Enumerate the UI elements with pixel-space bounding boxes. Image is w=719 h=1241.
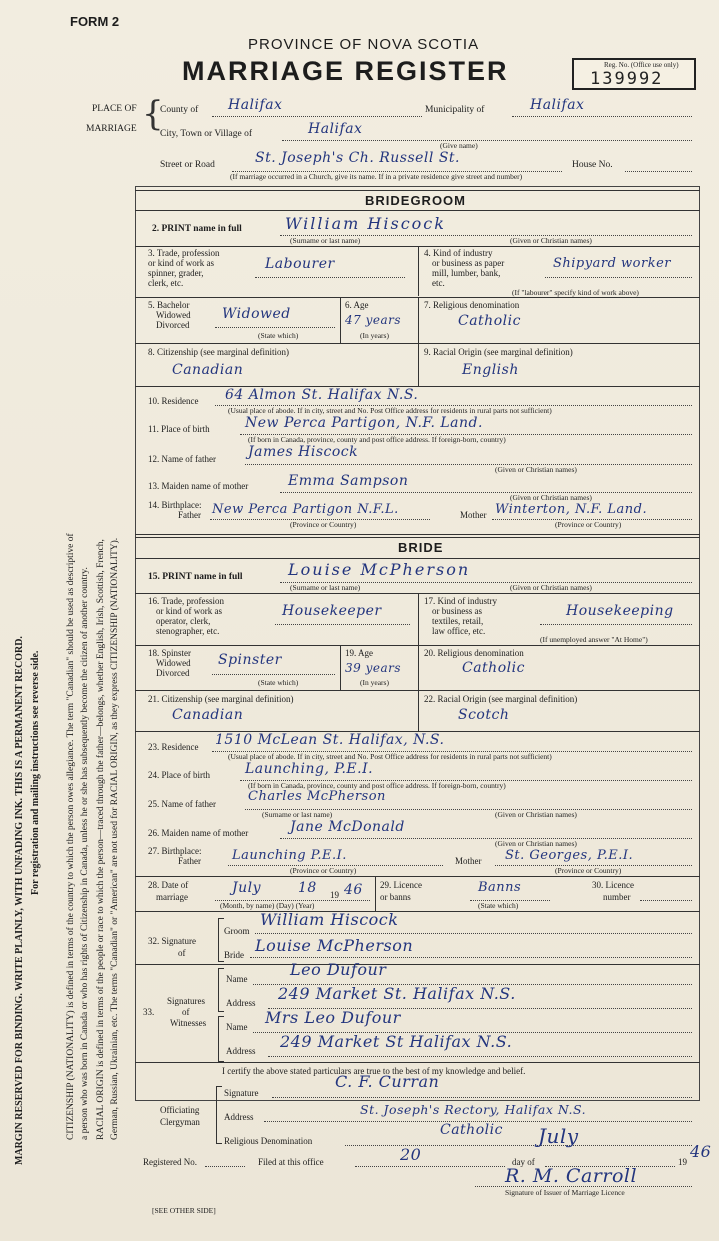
f3-label-1: 3. Trade, profession bbox=[148, 248, 220, 258]
bride-mother-birth: St. Georges, P.E.I. bbox=[505, 848, 634, 863]
groom-status: Widowed bbox=[222, 306, 291, 322]
f27-label-2: Father bbox=[178, 856, 201, 866]
register-title: MARRIAGE REGISTER bbox=[182, 56, 509, 86]
bride-father: Charles McPherson bbox=[248, 789, 386, 804]
house-no-label: House No. bbox=[572, 160, 613, 170]
groom-racial: English bbox=[462, 362, 519, 378]
groom-mother-label: Mother bbox=[460, 510, 487, 520]
f33-label-1: Signatures bbox=[167, 996, 205, 1006]
groom-prov-country-2: (Province or Country) bbox=[555, 520, 622, 529]
f17-label-3: textiles, retail, bbox=[432, 616, 484, 626]
sidebar-racial-def-1: RACIAL ORIGIN is defined in terms of the people or race to which the person—traced through the father—belongs, whether English, Irish, Scottish, French, bbox=[96, 539, 106, 1140]
bride-citizenship: Canadian bbox=[172, 707, 244, 723]
f23-label: 23. Residence bbox=[148, 742, 199, 752]
f6-label: 6. Age bbox=[345, 300, 369, 310]
f12-label: 12. Name of father bbox=[148, 454, 216, 464]
f5-label-2: Widowed bbox=[156, 310, 191, 320]
bride-state-which: (State which) bbox=[258, 678, 299, 687]
bride-racial: Scotch bbox=[458, 707, 510, 723]
f5-label-3: Divorced bbox=[156, 320, 190, 330]
see-other-side: [SEE OTHER SIDE] bbox=[152, 1206, 216, 1215]
reg-number-box bbox=[572, 58, 696, 90]
clergy-signature: C. F. Curran bbox=[335, 1072, 440, 1091]
give-name-hint: (Give name) bbox=[440, 141, 478, 150]
w2-address-label: Address bbox=[226, 1046, 256, 1056]
groom-residence-hint: (Usual place of abode. If in city, street and No. Post Office address for residents in rural parts not sufficient) bbox=[228, 406, 552, 415]
f16-label-1: 16. Trade, profession bbox=[148, 596, 224, 606]
sidebar-racial-def-2: German, Russian, Ukrainian, etc. The terms "Canadian" or "American" are not used for RACIAL ORIGIN, as they express CITIZENSHIP (NATIONALITY). bbox=[110, 537, 120, 1140]
marriage-year: 46 bbox=[344, 882, 363, 898]
f17-label-1: 17. Kind of industry bbox=[424, 596, 497, 606]
f16-label-3: operator, clerk, bbox=[156, 616, 211, 626]
clergy-address: St. Joseph's Rectory, Halifax N.S. bbox=[360, 1102, 587, 1117]
f13-label: 13. Maiden name of mother bbox=[148, 481, 249, 491]
f27-label-1: 27. Birthplace: bbox=[148, 846, 202, 856]
f3-label-2: or kind of work as bbox=[148, 258, 214, 268]
bride-birthplace: Launching, P.E.I. bbox=[245, 761, 374, 777]
f17-label-4: law office, etc. bbox=[432, 626, 486, 636]
bride-residence-hint: (Usual place of abode. If in city, street and No. Post Office address for residents in rural parts not sufficient) bbox=[228, 752, 552, 761]
marriage-year-prefix: 19 bbox=[330, 890, 339, 900]
groom-father-hint: (Given or Christian names) bbox=[495, 465, 577, 474]
groom-in-years: (In years) bbox=[360, 331, 389, 340]
sidebar-citizenship-def-2: a person who was born in Canada or who has rights of Citizenship in Canada, unless he or she has subsequently become the citizen of another country. bbox=[80, 567, 90, 1140]
bride-age: 39 years bbox=[345, 661, 402, 675]
f21-label: 21. Citizenship (see marginal definition) bbox=[148, 694, 294, 704]
w1-name-label: Name bbox=[226, 974, 248, 984]
bride-prov-country-1: (Province or Country) bbox=[290, 866, 357, 875]
filed-year: 46 bbox=[690, 1142, 712, 1161]
groom-father: James Hiscock bbox=[248, 444, 359, 460]
f15-label: 15. PRINT name in full bbox=[148, 572, 243, 582]
f9-label: 9. Racial Origin (see marginal definition) bbox=[424, 347, 573, 357]
bride-religion: Catholic bbox=[462, 660, 525, 676]
f16-label-4: stenographer, etc. bbox=[156, 626, 220, 636]
labourer-hint: (If "labourer" specify kind of work above) bbox=[512, 288, 639, 297]
f3-label-4: clerk, etc. bbox=[148, 278, 184, 288]
w1-name: Leo Dufour bbox=[290, 960, 387, 979]
place-of-label: PLACE OF bbox=[92, 104, 137, 114]
officiating-label-1: Officiating bbox=[160, 1105, 200, 1115]
bride-residence: 1510 McLean St. Halifax, N.S. bbox=[215, 732, 445, 748]
filed-month: July bbox=[538, 1124, 579, 1148]
clergy-address-label: Address bbox=[224, 1112, 254, 1122]
f17-label-2: or business as bbox=[432, 606, 482, 616]
f22-label: 22. Racial Origin (see marginal definition) bbox=[424, 694, 578, 704]
groom-trade: Labourer bbox=[265, 256, 335, 272]
f30-label-1: 30. Licence bbox=[592, 880, 634, 890]
w1-address: 249 Market St. Halifax N.S. bbox=[278, 984, 516, 1003]
street-hint: (If marriage occurred in a Church, give its name. If in a private residence give street and number) bbox=[230, 172, 523, 181]
groom-citizenship: Canadian bbox=[172, 362, 244, 378]
f24-label: 24. Place of birth bbox=[148, 770, 210, 780]
sidebar-mailing-note: For registration and mailing instructions see reverse side. bbox=[30, 650, 41, 895]
bride-father-birth: Launching P.E.I. bbox=[232, 848, 347, 863]
bride-mother-hint: (Given or Christian names) bbox=[495, 839, 577, 848]
groom-age: 47 years bbox=[345, 313, 402, 327]
f3-label-3: spinner, grader, bbox=[148, 268, 204, 278]
county-label: County of bbox=[160, 105, 199, 115]
bride-name: Louise McPherson bbox=[288, 560, 471, 579]
bride-prov-country-2: (Province or Country) bbox=[555, 866, 622, 875]
f29-label-1: 29. Licence bbox=[380, 880, 422, 890]
groom-birth-hint: (If born in Canada, province, county and post office address. If foreign-born, country) bbox=[248, 435, 506, 444]
groom-signature: William Hiscock bbox=[260, 910, 399, 929]
f28-label-2: marriage bbox=[156, 892, 188, 902]
marriage-day: 18 bbox=[298, 880, 317, 896]
bride-heading: BRIDE bbox=[398, 540, 444, 555]
sidebar-citizenship-def-1: CITIZENSHIP (NATIONALITY) is defined in terms of the country to which the person owes allegiance. The term "Canadian" should be used as descriptive of bbox=[66, 533, 76, 1140]
f32-label-2: of bbox=[178, 948, 186, 958]
form-number: FORM 2 bbox=[70, 14, 120, 29]
bride-status: Spinster bbox=[218, 652, 282, 668]
city-label: City, Town or Village of bbox=[160, 129, 252, 139]
w2-name-label: Name bbox=[226, 1022, 248, 1032]
groom-given-hint: (Given or Christian names) bbox=[510, 236, 592, 245]
f26-label: 26. Maiden name of mother bbox=[148, 828, 249, 838]
f18-label-3: Divorced bbox=[156, 668, 190, 678]
groom-name: William Hiscock bbox=[285, 214, 446, 233]
city-value: Halifax bbox=[308, 121, 363, 137]
groom-state-which: (State which) bbox=[258, 331, 299, 340]
f33-label-3: Witnesses bbox=[170, 1018, 207, 1028]
groom-prov-country-1: (Province or Country) bbox=[290, 520, 357, 529]
bride-given-hint: (Given or Christian names) bbox=[510, 583, 592, 592]
w2-name: Mrs Leo Dufour bbox=[265, 1008, 401, 1027]
bride-mother-label: Mother bbox=[455, 856, 482, 866]
filed-label: Filed at this office bbox=[258, 1157, 324, 1167]
f18-label-1: 18. Spinster bbox=[148, 648, 192, 658]
day-of-label: day of bbox=[512, 1157, 535, 1167]
f25-label: 25. Name of father bbox=[148, 799, 216, 809]
f16-label-2: or kind of work as bbox=[156, 606, 222, 616]
groom-religion: Catholic bbox=[458, 313, 521, 329]
street-value: St. Joseph's Ch. Russell St. bbox=[255, 150, 461, 166]
f14-label-1: 14. Birthplace: bbox=[148, 500, 202, 510]
groom-mother-birth: Winterton, N.F. Land. bbox=[495, 502, 648, 517]
f4-label-2: or business as paper bbox=[432, 258, 505, 268]
officiating-label-2: Clergyman bbox=[160, 1117, 200, 1127]
f33-label-2: of bbox=[182, 1007, 190, 1017]
filed-year-prefix: 19 bbox=[678, 1157, 687, 1167]
bride-surname-hint: (Surname or last name) bbox=[290, 583, 361, 592]
municipality-label: Municipality of bbox=[425, 105, 485, 115]
w2-address: 249 Market St Halifax N.S. bbox=[280, 1032, 513, 1051]
f32-label-1: 32. Signature bbox=[148, 936, 196, 946]
f5-label-1: 5. Bachelor bbox=[148, 300, 190, 310]
groom-father-birth: New Perca Partigon N.F.L. bbox=[212, 502, 399, 517]
street-label: Street or Road bbox=[160, 160, 215, 170]
clergy-religious-label: Religious Denomination bbox=[224, 1136, 313, 1146]
reg-number-label: Reg. No. (Office use only) bbox=[604, 61, 679, 69]
f20-label: 20. Religious denomination bbox=[424, 648, 524, 658]
groom-mother-hint: (Given or Christian names) bbox=[510, 493, 592, 502]
bride-sig-label: Bride bbox=[224, 950, 244, 960]
bridegroom-heading: BRIDEGROOM bbox=[365, 193, 466, 208]
groom-surname-hint: (Surname or last name) bbox=[290, 236, 361, 245]
f29-label-2: or banns bbox=[380, 892, 411, 902]
f10-label: 10. Residence bbox=[148, 396, 199, 406]
f18-label-2: Widowed bbox=[156, 658, 191, 668]
place-brace: { bbox=[142, 94, 164, 134]
f19-label: 19. Age bbox=[345, 648, 373, 658]
f28-label-1: 28. Date of bbox=[148, 880, 189, 890]
marriage-label: MARRIAGE bbox=[86, 124, 137, 134]
f30-label-2: number bbox=[603, 892, 631, 902]
f14-label-2: Father bbox=[178, 510, 201, 520]
groom-industry: Shipyard worker bbox=[553, 256, 671, 271]
f8-label: 8. Citizenship (see marginal definition) bbox=[148, 347, 290, 357]
county-value: Halifax bbox=[228, 97, 283, 113]
licence-state-which: (State which) bbox=[478, 901, 519, 910]
marriage-month: July bbox=[232, 880, 262, 896]
w1-address-label: Address bbox=[226, 998, 256, 1008]
bride-signature: Louise McPherson bbox=[255, 936, 414, 955]
issuer-label: Signature of Issuer of Marriage Licence bbox=[505, 1188, 625, 1197]
bride-in-years: (In years) bbox=[360, 678, 389, 687]
f33-number: 33. bbox=[143, 1007, 155, 1017]
bride-home-hint: (If unemployed answer "At Home") bbox=[540, 635, 648, 644]
bride-industry: Housekeeping bbox=[566, 603, 674, 619]
groom-residence: 64 Almon St. Halifax N.S. bbox=[225, 387, 419, 403]
marriage-licence: Banns bbox=[478, 880, 522, 895]
province-title: PROVINCE OF NOVA SCOTIA bbox=[248, 36, 480, 53]
municipality-value: Halifax bbox=[530, 97, 585, 113]
groom-sig-label: Groom bbox=[224, 926, 250, 936]
issuer-signature: R. M. Carroll bbox=[505, 1165, 638, 1187]
registered-no-label: Registered No. bbox=[143, 1157, 197, 1167]
groom-mother: Emma Sampson bbox=[288, 473, 409, 489]
f7-label: 7. Religious denomination bbox=[424, 300, 520, 310]
clergy-religious: Catholic bbox=[440, 1122, 503, 1138]
groom-birthplace: New Perca Partigon, N.F. Land. bbox=[245, 415, 483, 431]
f11-label: 11. Place of birth bbox=[148, 424, 210, 434]
f4-label-1: 4. Kind of industry bbox=[424, 248, 493, 258]
marriage-date-hint: (Month, by name) (Day) (Year) bbox=[220, 901, 315, 910]
bride-mother: Jane McDonald bbox=[290, 819, 405, 835]
bride-birth-hint: (If born in Canada, province, county and post office address. If foreign-born, country) bbox=[248, 781, 506, 790]
bride-trade: Housekeeper bbox=[282, 603, 382, 619]
bride-father-surname-hint: (Surname or last name) bbox=[262, 810, 333, 819]
reg-number-stamp: 139992 bbox=[590, 69, 664, 89]
bride-father-hint: (Given or Christian names) bbox=[495, 810, 577, 819]
f4-label-3: mill, lumber, bank, bbox=[432, 268, 501, 278]
sidebar-binding-note: MARGIN RESERVED FOR BINDING. WRITE PLAINLY, WITH UNFADING INK. THIS IS A PERMANENT RECORD. bbox=[14, 636, 25, 1165]
f4-label-4: etc. bbox=[432, 278, 445, 288]
clergy-signature-label: Signature bbox=[224, 1088, 259, 1098]
certify-text: I certify the above stated particulars are true to the best of my knowledge and belief. bbox=[222, 1066, 526, 1076]
filed-day: 20 bbox=[400, 1145, 422, 1164]
f2-label: 2. PRINT name in full bbox=[152, 224, 242, 234]
